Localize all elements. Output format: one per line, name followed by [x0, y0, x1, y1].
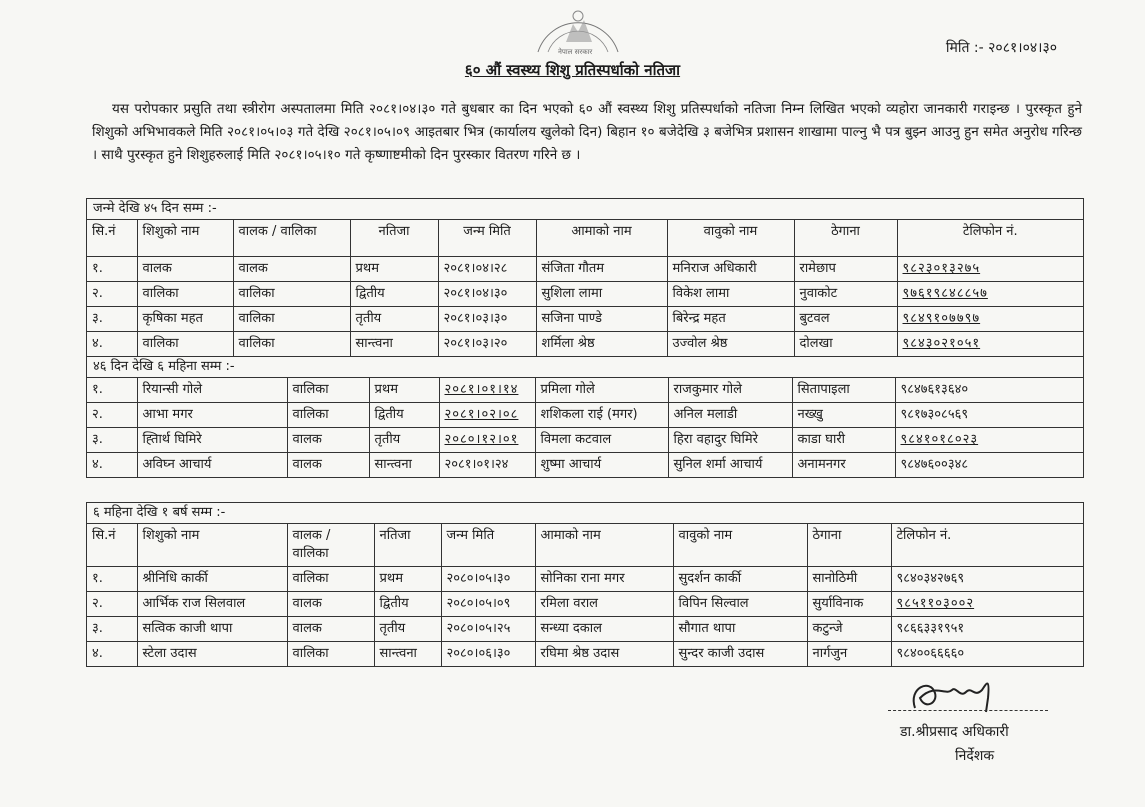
results-table: [87, 524, 1083, 666]
header-dob: जन्म मिति: [438, 220, 536, 257]
cell-gender: वालिका: [287, 403, 369, 428]
cell-result: द्वितीय: [374, 592, 441, 617]
cell-child: वालिका: [137, 332, 233, 357]
cell-dob: २०८०।०५।३०: [441, 567, 535, 592]
header-address: ठेगाना: [807, 524, 891, 567]
cell-address: अनामनगर: [792, 453, 895, 478]
cell-gender: वालिका: [287, 378, 369, 403]
cell-dob: २०८१।०१।२४: [439, 453, 535, 478]
page-title: ६० औं स्वस्थ्य शिशु प्रतिस्पर्धाको नतिजा: [464, 61, 681, 79]
table-row: [87, 307, 1083, 332]
cell-gender: वालिका: [287, 567, 374, 592]
cell-father: सुदर्शन कार्की: [673, 567, 807, 592]
cell-address: रामेछाप: [794, 257, 897, 282]
cell-result: तृतीय: [374, 617, 441, 642]
cell-gender: वालिका: [233, 332, 350, 357]
signatory-name: डा.श्रीप्रसाद अधिकारी: [900, 724, 1009, 740]
header-result: नतिजा: [374, 524, 441, 567]
table-header-row: [87, 220, 1083, 257]
cell-father: सुन्दर काजी उदास: [673, 642, 807, 667]
cell-address: बुटवल: [794, 307, 897, 332]
cell-sn: ३.: [87, 307, 137, 332]
table-row: [87, 453, 1083, 478]
table-row: [87, 567, 1083, 592]
cell-father: उज्वोल श्रेष्ठ: [667, 332, 794, 357]
cell-mother: संजिता गौतम: [536, 257, 667, 282]
cell-child: रियान्सी गोले: [137, 378, 287, 403]
cell-result: सान्त्वना: [350, 332, 438, 357]
cell-gender: वालक: [287, 592, 374, 617]
cell-sn: १.: [87, 378, 137, 403]
cell-result: तृतीय: [369, 428, 439, 453]
header-sn: सि.नं: [87, 524, 137, 567]
hospital-seal-icon: [528, 2, 628, 58]
header-child: शिशुको नाम: [137, 220, 233, 257]
header-child: शिशुको नाम: [137, 524, 287, 567]
cell-result: द्वितीय: [350, 282, 438, 307]
cell-mother: रघिमा श्रेष्ठ उदास: [535, 642, 673, 667]
cell-address: सुर्याविनाक: [807, 592, 891, 617]
cell-child: सत्विक काजी थापा: [137, 617, 287, 642]
cell-dob: २०८१।०२।०८: [439, 403, 535, 428]
cell-child: श्रीनिधि कार्की: [137, 567, 287, 592]
cell-mother: शर्मिला श्रेष्ठ: [536, 332, 667, 357]
header-address: ठेगाना: [794, 220, 897, 257]
header-father: वावुको नाम: [673, 524, 807, 567]
table-row: [87, 282, 1083, 307]
cell-address: नुवाकोट: [794, 282, 897, 307]
cell-father: मनिराज अधिकारी: [667, 257, 794, 282]
cell-address: कटुन्जे: [807, 617, 891, 642]
cell-sn: १.: [87, 567, 137, 592]
table-header-row: [87, 524, 1083, 567]
cell-gender: वालक: [287, 453, 369, 478]
results-table-block-2: [86, 502, 1084, 667]
cell-father: बिरेन्द्र महत: [667, 307, 794, 332]
header-dob: जन्म मिति: [441, 524, 535, 567]
cell-child: आभा मगर: [137, 403, 287, 428]
header-mother: आमाको नाम: [535, 524, 673, 567]
cell-child: कृषिका महत: [137, 307, 233, 332]
cell-gender: वालक: [233, 257, 350, 282]
cell-phone: ९८६६३३१९५१: [891, 617, 1083, 642]
cell-father: हिरा वहादुर घिमिरे: [668, 428, 792, 453]
cell-sn: २.: [87, 592, 137, 617]
cell-mother: सोनिका राना मगर: [535, 567, 673, 592]
cell-phone: ९७६१९८४८८५७: [897, 282, 1083, 307]
cell-child: वालिका: [137, 282, 233, 307]
cell-address: सितापाइला: [792, 378, 895, 403]
table-row: [87, 592, 1083, 617]
cell-result: सान्त्वना: [369, 453, 439, 478]
section-heading: ४६ दिन देखि ६ महिना सम्म :-: [87, 356, 1083, 378]
cell-result: प्रथम: [350, 257, 438, 282]
cell-dob: २०८१।०१।१४: [439, 378, 535, 403]
table-row: [87, 332, 1083, 357]
cell-sn: ४.: [87, 642, 137, 667]
cell-sn: ३.: [87, 428, 137, 453]
cell-child: अविघ्न आचार्य: [137, 453, 287, 478]
cell-child: वालक: [137, 257, 233, 282]
cell-address: नार्गजुन: [807, 642, 891, 667]
header-result: नतिजा: [350, 220, 438, 257]
cell-dob: २०८१।०४।३०: [438, 282, 536, 307]
cell-dob: २०८१।०३।३०: [438, 307, 536, 332]
cell-mother: प्रमिला गोले: [535, 378, 668, 403]
cell-phone: ९८४०३४२७६९: [891, 567, 1083, 592]
cell-father: विपिन सिल्वाल: [673, 592, 807, 617]
cell-sn: ४.: [87, 332, 137, 357]
cell-father: अनिल मलाडी: [668, 403, 792, 428]
cell-gender: वालक: [287, 428, 369, 453]
table-row: [87, 378, 1083, 403]
cell-phone: ९८४३०२१०५१: [897, 332, 1083, 357]
cell-child: स्टेला उदास: [137, 642, 287, 667]
cell-sn: ३.: [87, 617, 137, 642]
cell-result: सान्त्वना: [374, 642, 441, 667]
cell-phone: ९८४९१०७७९७: [897, 307, 1083, 332]
cell-phone: ९८२३०१३२७५: [897, 257, 1083, 282]
header-phone: टेलिफोन नं.: [897, 220, 1083, 257]
header-father: वावुको नाम: [667, 220, 794, 257]
results-table-block-1: [86, 198, 1084, 478]
cell-child: ह्तिार्थ घिमिरे: [137, 428, 287, 453]
cell-result: प्रथम: [374, 567, 441, 592]
cell-phone: ९८४७६१३६४०: [895, 378, 1083, 403]
cell-mother: रमिला वराल: [535, 592, 673, 617]
svg-text:नेपाल सरकार: नेपाल सरकार: [558, 48, 593, 56]
cell-dob: २०८०।०६।३०: [441, 642, 535, 667]
cell-dob: २०८१।०४।२८: [438, 257, 536, 282]
cell-gender: वालिका: [233, 282, 350, 307]
header-phone: टेलिफोन नं.: [891, 524, 1083, 567]
table-row: [87, 642, 1083, 667]
signature-line: [888, 710, 1048, 711]
cell-result: तृतीय: [350, 307, 438, 332]
cell-phone: ९८१७३०८५६९: [895, 403, 1083, 428]
table-row: [87, 403, 1083, 428]
cell-sn: १.: [87, 257, 137, 282]
cell-phone: ९८४१०१८०२३: [895, 428, 1083, 453]
cell-father: राजकुमार गोले: [668, 378, 792, 403]
cell-father: सौगात थापा: [673, 617, 807, 642]
cell-address: दोलखा: [794, 332, 897, 357]
cell-result: प्रथम: [369, 378, 439, 403]
cell-phone: ९८४७६००३४८: [895, 453, 1083, 478]
section-heading: जन्मे देखि ४५ दिन सम्म :-: [87, 199, 1083, 220]
cell-dob: २०८०।१२।०१: [439, 428, 535, 453]
cell-dob: २०८०।०५।०९: [441, 592, 535, 617]
cell-mother: शुष्मा आचार्य: [535, 453, 668, 478]
cell-address: नख्खु: [792, 403, 895, 428]
cell-child: आर्भिक राज सिलवाल: [137, 592, 287, 617]
results-table: [87, 378, 1083, 477]
cell-gender: वालक: [287, 617, 374, 642]
signatory-title: निर्देशक: [955, 748, 995, 764]
cell-sn: ४.: [87, 453, 137, 478]
cell-phone: ९८५११०३००२: [891, 592, 1083, 617]
cell-mother: सन्ध्या दकाल: [535, 617, 673, 642]
table-row: [87, 428, 1083, 453]
header-sn: सि.नं: [87, 220, 137, 257]
cell-dob: २०८१।०३।२०: [438, 332, 536, 357]
header-mother: आमाको नाम: [536, 220, 667, 257]
cell-father: विकेश लामा: [667, 282, 794, 307]
cell-father: सुनिल शर्मा आचार्य: [668, 453, 792, 478]
table-row: [87, 617, 1083, 642]
cell-mother: सजिना पाण्डे: [536, 307, 667, 332]
cell-gender: वालिका: [287, 642, 374, 667]
cell-mother: शशिकला राई (मगर): [535, 403, 668, 428]
cell-address: सानोठिमी: [807, 567, 891, 592]
header-gender: वालक / वालिका: [233, 220, 350, 257]
cell-address: काडा घारी: [792, 428, 895, 453]
cell-gender: वालिका: [233, 307, 350, 332]
cell-sn: २.: [87, 403, 137, 428]
cell-phone: ९८४००६६६६०: [891, 642, 1083, 667]
cell-dob: २०८०।०५।२५: [441, 617, 535, 642]
cell-sn: २.: [87, 282, 137, 307]
cell-mother: विमला कटवाल: [535, 428, 668, 453]
results-table: [87, 220, 1083, 356]
document-date: मिति :- २०८१।०४।३०: [945, 40, 1057, 56]
section-heading: ६ महिना देखि १ बर्ष सम्म :-: [87, 503, 1083, 524]
notice-paragraph: यस परोपकार प्रसुति तथा स्त्रीरोग अस्पतालमा मिति २०८१।०४।३० गते बुधबार का दिन भएको ६० औं स्वस्थ्य शिशु प्रतिस्पर्धाको नतिजा निम्न लिखित भएको व्यहोरा जानकारी गराइन्छ । पुरस्कृत हुने शिशुको अभिभावकले मिति २०८१।०५।०३ गते देखि २०८१।०५।०९ आइतबार भित्र (कार्यालय खुलेको दिन) बिहान १० बजेदेखि ३ बजेभित्र प्रशासन शाखामा पाल्नु भै पत्र बुझ्न आउनु हुन समेत अनुरोध गरिन्छ । साथै पुरस्कृत हुने शिशुहरुलाई मिति २०८१।०५।१० गते कृष्णाष्टमीको दिन पुरस्कार वितरण गरिने छ ।: [92, 101, 1082, 163]
table-row: [87, 257, 1083, 282]
header-gender: वालक / वालिका: [287, 524, 374, 567]
cell-result: द्वितीय: [369, 403, 439, 428]
cell-mother: सुशिला लामा: [536, 282, 667, 307]
